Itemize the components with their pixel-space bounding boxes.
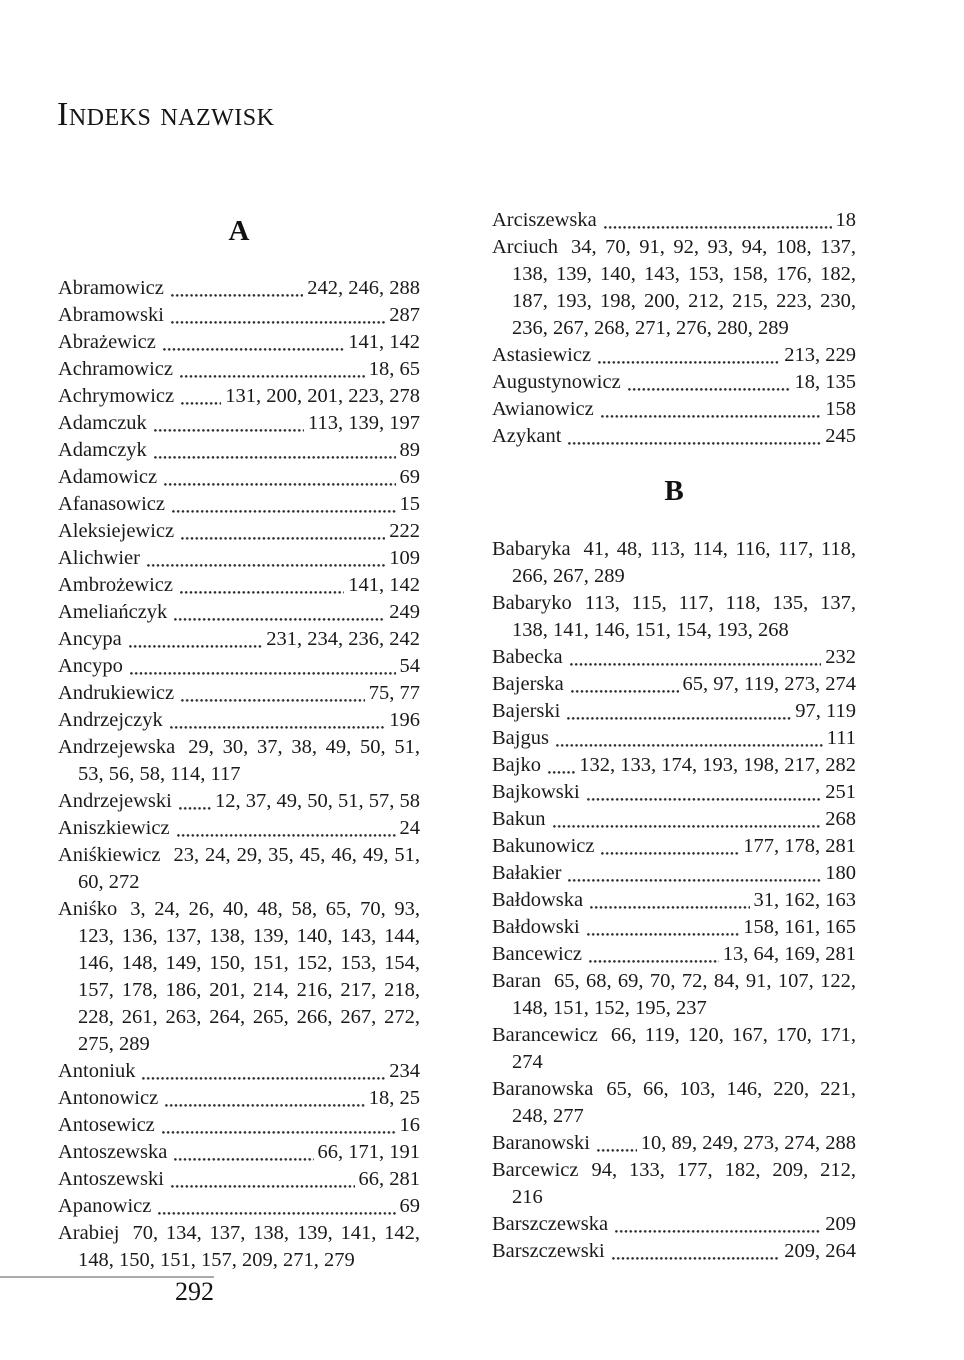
entry-name: Ambrożewicz [58, 574, 173, 596]
dotted-leader [591, 342, 784, 369]
entry-name: Abrażewicz [58, 331, 156, 353]
index-entry [58, 896, 420, 1058]
dotted-leader [608, 1211, 825, 1238]
entry-name: Adamczyk [58, 439, 147, 461]
entry-name: Andrzejewska [58, 736, 176, 758]
entry-name: Bałdowski [492, 916, 580, 938]
entry-name: Arciuch [492, 236, 559, 258]
index-entry [492, 941, 856, 968]
dotted-leader [563, 644, 826, 671]
entry-pages: 75, 77 [368, 682, 420, 704]
dotted-leader [156, 329, 348, 356]
entry-name: Antosewicz [58, 1114, 155, 1136]
dotted-leader [582, 941, 723, 968]
entry-pages: 234 [389, 1060, 420, 1082]
index-entry [492, 423, 856, 450]
index-entry [492, 860, 856, 887]
entry-name: Adamowicz [58, 466, 158, 488]
index-entry [58, 1220, 420, 1274]
entry-name: Alichwier [58, 547, 140, 569]
dotted-leader [157, 464, 399, 491]
index-entry [492, 234, 856, 342]
dotted-leader [165, 491, 399, 518]
entry-pages: 158 [825, 398, 856, 420]
dotted-leader [170, 815, 400, 842]
index-column-left [58, 200, 420, 1274]
index-entry [58, 329, 420, 356]
index-entry [492, 887, 856, 914]
entry-name: Aniśko [58, 898, 118, 920]
entry-name: Bancewicz [492, 943, 582, 965]
entry-pages: 69 [399, 466, 420, 488]
dotted-leader [123, 653, 400, 680]
entry-pages: 31, 162, 163 [753, 889, 856, 911]
dotted-leader [594, 396, 826, 423]
entry-name: Andrzejewski [58, 790, 172, 812]
index-entry [58, 1166, 420, 1193]
index-entry [492, 698, 856, 725]
dotted-leader [163, 707, 390, 734]
entry-name: Babaryka [492, 538, 571, 560]
dotted-leader [564, 671, 683, 698]
entry-pages: 231, 234, 236, 242 [266, 628, 420, 650]
dotted-leader [605, 1238, 785, 1265]
index-entry [58, 707, 420, 734]
index-entry [58, 518, 420, 545]
entry-pages: 34, 70, 91, 92, 93, 94, 108, 137, 138, 139, 140, 143, 153, 158, 176, 182, 187, 193, 198, 200, 212, 215, 223, 230, 236, 267, 268, 271, 276, 280, 289 [512, 236, 856, 339]
entry-pages: 16 [399, 1114, 420, 1136]
entry-name: Arciszewska [492, 209, 597, 231]
index-entry [58, 383, 420, 410]
entry-pages: 242, 246, 288 [307, 277, 420, 299]
dotted-leader [167, 1139, 317, 1166]
dotted-leader [594, 833, 743, 860]
entry-name: Astasiewicz [492, 344, 592, 366]
entry-pages: 158, 161, 165 [743, 916, 856, 938]
entry-pages: 54 [399, 655, 420, 677]
entry-pages: 69 [399, 1195, 420, 1217]
index-entry [492, 536, 856, 590]
entry-pages: 70, 134, 137, 138, 139, 141, 142, 148, 150, 151, 157, 209, 271, 279 [78, 1222, 420, 1271]
index-entry [492, 1157, 856, 1211]
entry-name: Abramowicz [58, 277, 164, 299]
entry-name: Bajgus [492, 727, 549, 749]
index-entry [492, 1022, 856, 1076]
entry-name: Aniśkiewicz [58, 844, 161, 866]
entry-pages: 41, 48, 113, 114, 116, 117, 118, 266, 267, 289 [512, 538, 856, 587]
index-entry [58, 545, 420, 572]
entry-pages: 66, 281 [358, 1168, 420, 1190]
index-entry [58, 302, 420, 329]
index-entry [492, 914, 856, 941]
entry-name: Bajkowski [492, 781, 580, 803]
index-entry [492, 590, 856, 644]
dotted-leader [151, 1193, 399, 1220]
entry-pages: 232 [825, 646, 856, 668]
dotted-leader [580, 779, 826, 806]
index-column-right [492, 200, 856, 1265]
dotted-leader [561, 860, 825, 887]
entry-pages: 141, 142 [348, 331, 420, 353]
dotted-leader [155, 1112, 400, 1139]
entry-pages: 113, 139, 197 [308, 412, 420, 434]
index-entry [58, 599, 420, 626]
entry-pages: 18, 65 [368, 358, 420, 380]
dotted-leader [174, 383, 225, 410]
entry-pages: 15 [399, 493, 420, 515]
entry-name: Babaryko [492, 592, 572, 614]
entry-pages: 141, 142 [348, 574, 420, 596]
index-entry [492, 779, 856, 806]
index-entry [492, 752, 856, 779]
index-entry [492, 1238, 856, 1265]
index-entry [58, 1058, 420, 1085]
entry-name: Arabiej [58, 1222, 120, 1244]
entry-pages: 65, 66, 103, 146, 220, 221, 248, 277 [512, 1078, 856, 1127]
entry-name: Barszczewska [492, 1213, 609, 1235]
index-entry [492, 671, 856, 698]
dotted-leader [167, 599, 389, 626]
entry-pages: 222 [389, 520, 420, 542]
dotted-leader [164, 302, 389, 329]
dotted-leader [621, 369, 795, 396]
index-entry [58, 734, 420, 788]
entry-name: Ancypo [58, 655, 123, 677]
dotted-leader [147, 437, 400, 464]
entry-name: Baranowska [492, 1078, 594, 1100]
entry-pages: 18 [835, 209, 856, 231]
index-entry [58, 572, 420, 599]
entry-pages: 66, 171, 191 [317, 1141, 420, 1163]
dotted-leader [158, 1085, 369, 1112]
entry-name: Barszczewski [492, 1240, 605, 1262]
index-entry [58, 1139, 420, 1166]
index-entry [58, 626, 420, 653]
index-entry [58, 842, 420, 896]
index-entry [58, 680, 420, 707]
dotted-leader [164, 275, 307, 302]
section-heading-a: A [228, 215, 250, 247]
entry-pages: 65, 68, 69, 70, 72, 84, 91, 107, 122, 148, 151, 152, 195, 237 [512, 970, 856, 1019]
entry-name: Azykant [492, 425, 562, 447]
entry-pages: 66, 119, 120, 167, 170, 171, 274 [512, 1024, 856, 1073]
entry-name: Andrzejczyk [58, 709, 163, 731]
entry-name: Baranowski [492, 1132, 590, 1154]
dotted-leader [583, 887, 753, 914]
entry-pages: 180 [825, 862, 856, 884]
entry-name: Bakun [492, 808, 546, 830]
dotted-leader [173, 356, 369, 383]
index-entry [58, 437, 420, 464]
index-entry [492, 342, 856, 369]
entry-pages: 97, 119 [795, 700, 856, 722]
dotted-leader [561, 423, 825, 450]
entry-pages: 132, 133, 174, 193, 198, 217, 282 [579, 754, 856, 776]
index-entry [58, 410, 420, 437]
entry-name: Bajerska [492, 673, 564, 695]
entry-name: Aniszkiewicz [58, 817, 170, 839]
entry-name: Barancewicz [492, 1024, 598, 1046]
index-entry [58, 815, 420, 842]
index-entry [58, 356, 420, 383]
entry-pages: 109 [389, 547, 420, 569]
dotted-leader [546, 806, 826, 833]
dotted-leader [580, 914, 744, 941]
entry-name: Bakunowicz [492, 835, 595, 857]
dotted-leader [172, 788, 215, 815]
index-entry [492, 833, 856, 860]
dotted-leader [173, 572, 348, 599]
dotted-leader [135, 1058, 389, 1085]
entry-pages: 251 [825, 781, 856, 803]
entry-pages: 111 [826, 727, 856, 749]
dotted-leader [590, 1130, 641, 1157]
index-entry [492, 1130, 856, 1157]
index-entry [58, 275, 420, 302]
entry-pages: 23, 24, 29, 35, 45, 46, 49, 51, 60, 272 [78, 844, 420, 893]
entry-name: Baran [492, 970, 541, 992]
index-entry [58, 653, 420, 680]
entry-pages: 209, 264 [784, 1240, 856, 1262]
entry-pages: 268 [825, 808, 856, 830]
index-entry [58, 1193, 420, 1220]
entry-name: Antoniuk [58, 1060, 136, 1082]
entry-name: Achramowicz [58, 358, 173, 380]
entry-name: Awianowicz [492, 398, 594, 420]
index-entry [58, 491, 420, 518]
index-entry [58, 464, 420, 491]
index-entry [492, 806, 856, 833]
entry-name: Achrymowicz [58, 385, 175, 407]
dotted-leader [147, 410, 308, 437]
dotted-leader [164, 1166, 359, 1193]
dotted-leader [560, 698, 795, 725]
entry-name: Bałakier [492, 862, 562, 884]
index-entry [492, 207, 856, 234]
index-entry [492, 968, 856, 1022]
entry-name: Antoszewska [58, 1141, 168, 1163]
index-entry [492, 369, 856, 396]
entry-pages: 13, 64, 169, 281 [722, 943, 856, 965]
dotted-leader [122, 626, 266, 653]
index-entry [492, 644, 856, 671]
entry-pages: 29, 30, 37, 38, 49, 50, 51, 53, 56, 58, 114, 117 [78, 736, 420, 785]
dotted-leader [140, 545, 389, 572]
entry-pages: 65, 97, 119, 273, 274 [682, 673, 856, 695]
dotted-leader [174, 680, 369, 707]
entry-name: Babecka [492, 646, 563, 668]
entry-pages: 94, 133, 177, 182, 209, 212, 216 [512, 1159, 856, 1208]
dotted-leader [541, 752, 579, 779]
entry-name: Augustynowicz [492, 371, 621, 393]
index-entry [492, 1076, 856, 1130]
entry-name: Bałdowska [492, 889, 584, 911]
entry-pages: 249 [389, 601, 420, 623]
page-title: Indeks nazwisk [57, 96, 275, 133]
entry-pages: 196 [389, 709, 420, 731]
entry-pages: 177, 178, 281 [743, 835, 856, 857]
entry-pages: 245 [825, 425, 856, 447]
entry-pages: 113, 115, 117, 118, 135, 137, 138, 141, 146, 151, 154, 193, 268 [512, 592, 856, 641]
entry-name: Antonowicz [58, 1087, 159, 1109]
index-entry [492, 396, 856, 423]
dotted-leader [174, 518, 389, 545]
entry-name: Bajerski [492, 700, 561, 722]
index-entry [58, 1085, 420, 1112]
entry-pages: 287 [389, 304, 420, 326]
entry-pages: 213, 229 [784, 344, 856, 366]
dotted-leader [549, 725, 827, 752]
entry-name: Antoszewski [58, 1168, 164, 1190]
entry-name: Ameliańczyk [58, 601, 168, 623]
section-heading-b: B [664, 475, 684, 507]
entry-name: Afanasowicz [58, 493, 166, 515]
entry-name: Ancypa [58, 628, 122, 650]
entry-pages: 12, 37, 49, 50, 51, 57, 58 [215, 790, 420, 812]
entry-pages: 131, 200, 201, 223, 278 [225, 385, 420, 407]
entry-name: Andrukiewicz [58, 682, 175, 704]
index-entry [58, 1112, 420, 1139]
entry-pages: 24 [399, 817, 420, 839]
entry-pages: 18, 135 [794, 371, 856, 393]
entry-name: Abramowski [58, 304, 164, 326]
entry-name: Adamczuk [58, 412, 147, 434]
entry-name: Apanowicz [58, 1195, 152, 1217]
entry-name: Bajko [492, 754, 541, 776]
index-entry [58, 788, 420, 815]
entry-name: Barcewicz [492, 1159, 579, 1181]
page-number: 292 [175, 1277, 214, 1306]
index-entry [492, 725, 856, 752]
entry-pages: 89 [399, 439, 420, 461]
entry-pages: 18, 25 [368, 1087, 420, 1109]
entry-name: Aleksiejewicz [58, 520, 175, 542]
entry-pages: 10, 89, 249, 273, 274, 288 [640, 1132, 856, 1154]
entry-pages: 3, 24, 26, 40, 48, 58, 65, 70, 93, 123, 136, 137, 138, 139, 140, 143, 144, 146, 148, 149, 150, 151, 152, 153, 154, 157, 178, 186, 201, 214, 216, 217, 218, 228, 261, 263, 264, 265, 266, 267, 272, 275, 289 [78, 898, 420, 1055]
dotted-leader [597, 207, 836, 234]
index-entry [492, 1211, 856, 1238]
entry-pages: 209 [825, 1213, 856, 1235]
